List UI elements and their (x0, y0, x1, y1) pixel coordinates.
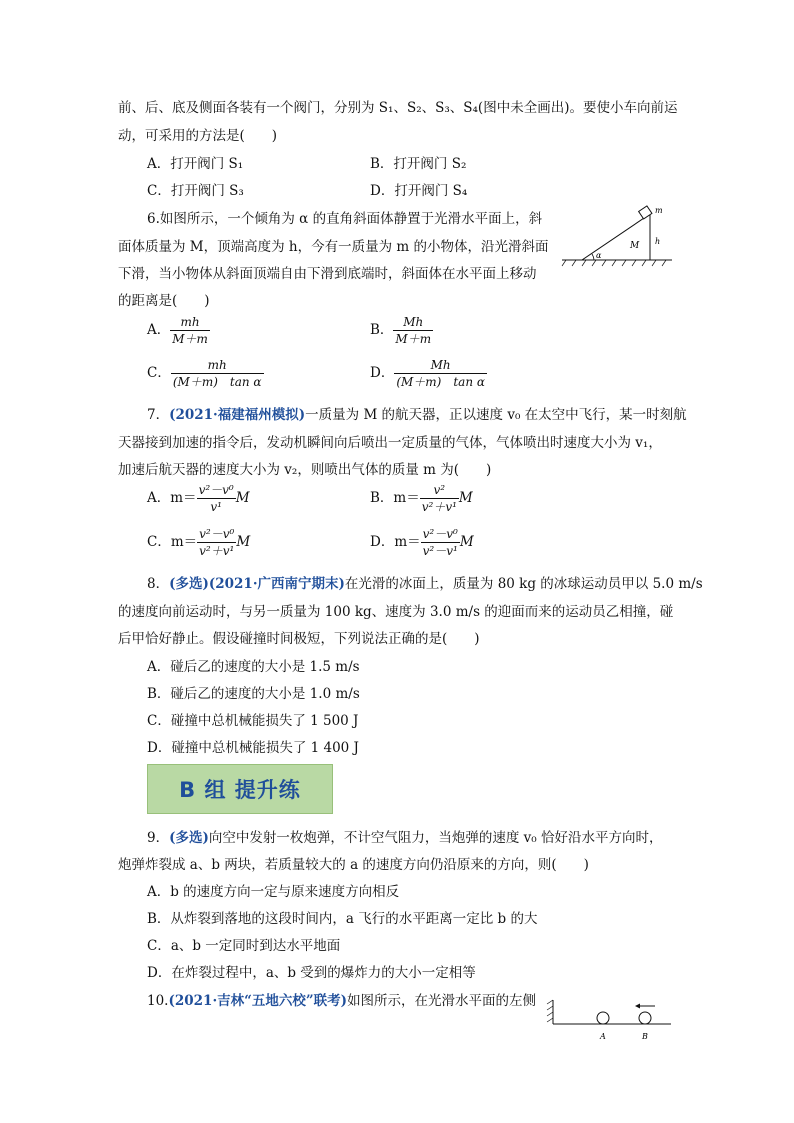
q9-option-a: A．b 的速度方向一定与原来速度方向相反 (147, 884, 400, 900)
question-text: 在光滑的冰面上，质量为 80 kg 的冰球运动员甲以 5.0 m/s (344, 576, 703, 592)
frac-numerator: Mh (403, 315, 424, 329)
option-tail: M (458, 490, 473, 506)
q5-line2: 动，可采用的方法是( ) (118, 128, 278, 144)
q7-option-b (370, 484, 473, 513)
frac-denominator: M＋m (395, 332, 432, 346)
frac-numerator: v² (433, 483, 446, 497)
q6-fig-alpha: α (596, 251, 602, 260)
option-label: A． (147, 322, 171, 338)
q9-line1 (147, 826, 663, 846)
q8-option-c: C．碰撞中总机械能损失了 1 500 J (147, 713, 359, 729)
q10-line1 (147, 989, 536, 1009)
q6-option-a (147, 316, 210, 345)
q6-option-d (370, 359, 487, 388)
question-number: 9． (147, 830, 170, 846)
q6-incline-figure (560, 200, 680, 270)
q10-fig-A: A (600, 1032, 606, 1041)
q7-option-a (147, 484, 250, 513)
option-label: C．m＝ (147, 534, 198, 550)
q6-line1: 6.如图所示，一个倾角为 α 的直角斜面体静置于光滑水平面上，斜 (147, 211, 543, 227)
q5-option-d: D．打开阀门 S₄ (370, 183, 468, 199)
question-text: 向空中发射一枚炮弹，不计空气阻力，当炮弹的速度 v₀ 恰好沿水平方向时， (208, 830, 663, 846)
q9-line2: 炮弹炸裂成 a、b 两块，若质量较大的 a 的速度方向仍沿原来的方向，则( ) (118, 857, 589, 873)
frac-numerator: v²－v⁰ (422, 527, 458, 541)
frac-numerator: v²－v⁰ (198, 483, 234, 497)
q7-line1 (147, 403, 687, 423)
q5-option-b: B．打开阀门 S₂ (370, 156, 467, 172)
option-tail: M (236, 534, 251, 550)
question-text: 一质量为 M 的航天器，正以速度 v₀ 在太空中飞行，某一时刻航 (305, 407, 687, 423)
q10-balls-figure (545, 998, 675, 1044)
option-label: B．m＝ (370, 490, 420, 506)
q6-line2: 面体质量为 M，顶端高度为 h，今有一质量为 m 的小物体，沿光滑斜面 (118, 239, 549, 255)
q8-option-a: A．碰后乙的速度的大小是 1.5 m/s (147, 659, 360, 675)
question-source: (多选) (169, 830, 209, 846)
frac-numerator: mh (180, 315, 200, 329)
frac-denominator: v²－v¹ (422, 544, 458, 558)
frac-denominator: v¹ (197, 498, 236, 513)
frac-denominator: v²＋v¹ (421, 500, 457, 514)
option-tail: M (459, 534, 474, 550)
q5-option-a: A．打开阀门 S₁ (147, 156, 244, 172)
q6-fig-m: m (655, 206, 663, 215)
q6-fig-M: M (630, 241, 640, 251)
q8-line2: 的速度向前运动时，与另一质量为 100 kg、速度为 3.0 m/s 的迎面而来的运动员乙相撞，碰 (118, 604, 674, 620)
question-source: (2021·吉林“五地六校”联考) (168, 993, 348, 1009)
frac-numerator: Mh (430, 358, 451, 372)
q6-fig-h: h (655, 237, 661, 246)
q6-line3: 下滑，当小物体从斜面顶端自由下滑到底端时，斜面体在水平面上移动 (118, 266, 537, 282)
q10-fig-B: B (642, 1032, 648, 1041)
q7-line3: 加速后航天器的速度大小为 v₂，则喷出气体的质量 m 为( ) (118, 462, 492, 478)
q6-option-c (147, 359, 264, 388)
option-label: C． (147, 365, 171, 381)
section-banner: B 组 提升练 (147, 764, 333, 814)
frac-denominator: M＋m (172, 332, 208, 346)
q7-option-c (147, 528, 250, 557)
question-number: 10. (147, 993, 169, 1009)
q9-option-b: B．从炸裂到落地的这段时间内，a 飞行的水平距离一定比 b 的大 (147, 911, 538, 927)
q8-option-b: B．碰后乙的速度的大小是 1.0 m/s (147, 686, 360, 702)
option-label: A．m＝ (147, 490, 197, 506)
q9-option-d: D．在炸裂过程中，a、b 受到的爆炸力的大小一定相等 (147, 965, 476, 981)
frac-denominator: (M＋m) tan α (172, 375, 262, 389)
q6-option-b (370, 316, 433, 345)
q5-line1: 前、后、底及侧面各装有一个阀门，分别为 S₁、S₂、S₃、S₄(图中未全画出)。要使小车向前运 (118, 100, 678, 116)
q8-line1 (147, 572, 703, 592)
option-label: D．m＝ (370, 534, 421, 550)
question-number: 8． (147, 576, 170, 592)
q8-line3: 后甲恰好静止。假设碰撞时间极短，下列说法正确的是( ) (118, 631, 480, 647)
q6-line4: 的距离是( ) (118, 293, 210, 309)
q7-line2: 天器接到加速的指令后，发动机瞬间向后喷出一定质量的气体，气体喷出时速度大小为 v₁， (118, 435, 662, 451)
option-label: B． (370, 322, 394, 338)
option-label: D． (370, 365, 395, 381)
question-source: (多选)(2021·广西南宁期末) (169, 576, 345, 592)
q8-option-d: D．碰撞中总机械能损失了 1 400 J (147, 740, 359, 756)
question-text: 如图所示，在光滑水平面的左侧 (347, 993, 537, 1009)
question-number: 7． (147, 407, 170, 423)
frac-numerator: v²－v⁰ (199, 527, 235, 541)
frac-denominator: v²＋v¹ (199, 544, 235, 558)
question-source: (2021·福建福州模拟) (169, 407, 306, 423)
q5-option-c: C．打开阀门 S₃ (147, 183, 244, 199)
q7-option-d (370, 528, 474, 557)
q9-option-c: C．a、b 一定同时到达水平地面 (147, 938, 341, 954)
option-tail: M (235, 490, 250, 506)
frac-denominator: (M＋m) tan α (396, 375, 485, 389)
frac-numerator: mh (207, 358, 227, 372)
